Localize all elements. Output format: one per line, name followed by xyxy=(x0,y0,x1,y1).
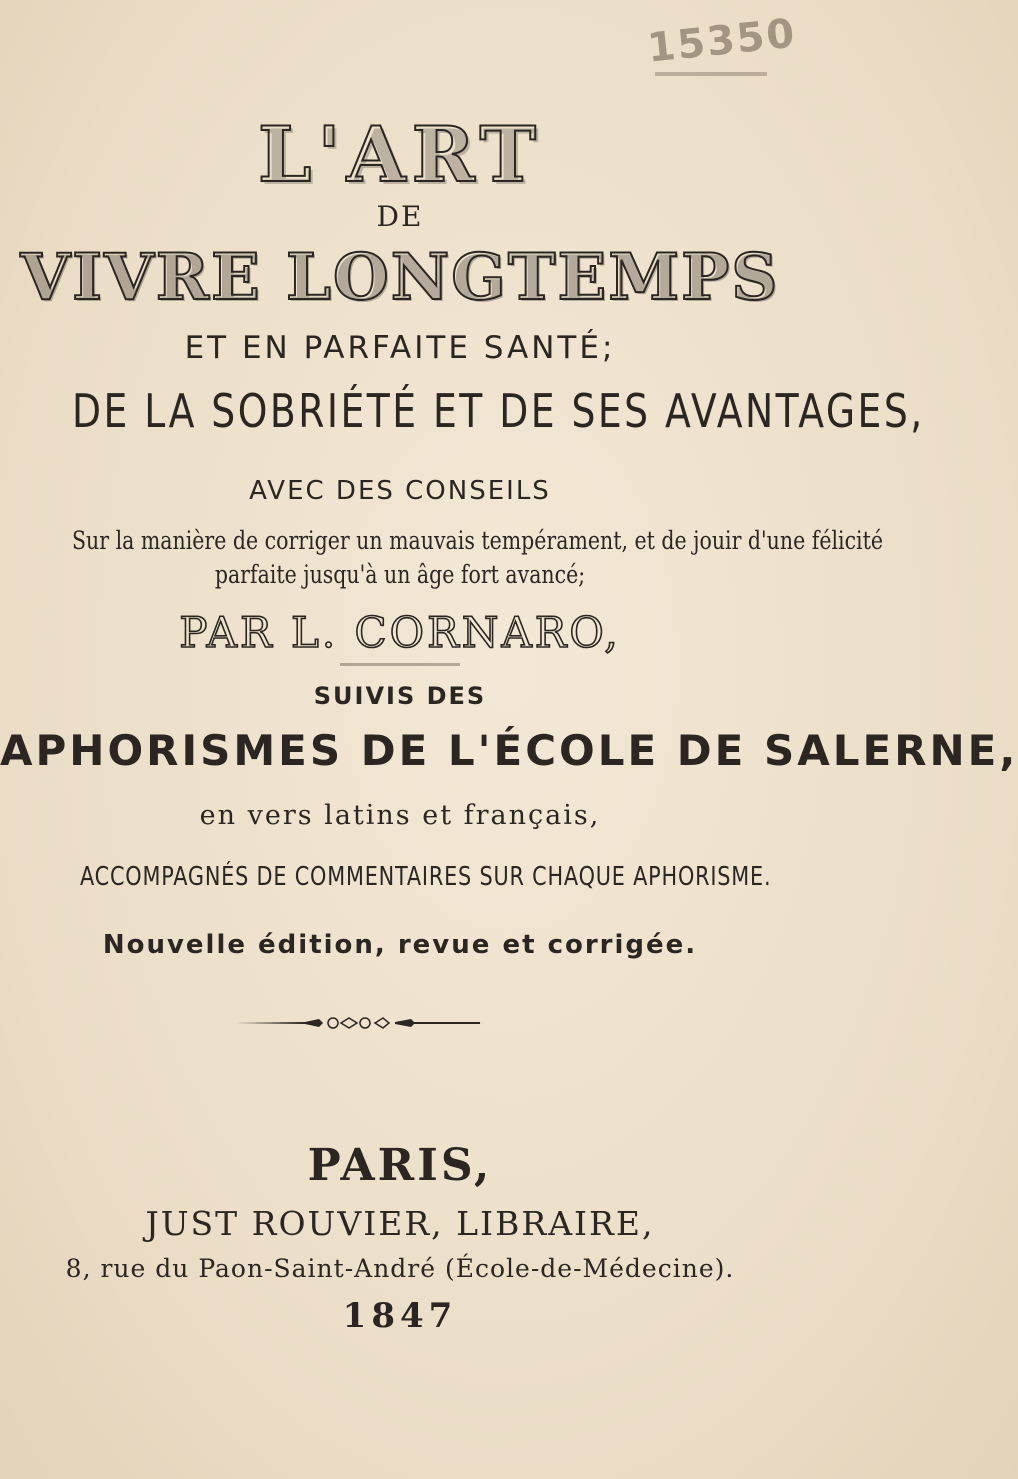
suivis-des: SUIVIS DES xyxy=(313,682,487,710)
subtitle-line-1: Sur la manière de corriger un mauvais tempérament, et de jouir d'une félicité xyxy=(72,526,883,555)
accompagnes-line: ACCOMPAGNÉS DE COMMENTAIRES SUR CHAQUE APHORISME. xyxy=(80,862,772,892)
subtitle-avec-conseils: AVEC DES CONSEILS xyxy=(249,476,551,506)
subtitle-line-2: parfaite jusqu'à un âge fort avancé; xyxy=(214,560,586,589)
title-art: L'ART xyxy=(257,110,543,199)
library-stamp: 15350 xyxy=(645,10,799,72)
aphorismes-title: APHORISMES DE L'ÉCOLE DE SALERNE, xyxy=(0,726,1018,775)
ornament-divider xyxy=(235,1014,495,1032)
title-sobriete: DE LA SOBRIÉTÉ ET DE SES AVANTAGES, xyxy=(72,384,925,438)
stamp-underline xyxy=(655,72,767,76)
small-flourish-divider xyxy=(340,663,460,666)
author-line: PAR L. CORNARO, xyxy=(179,608,621,657)
edition-note: Nouvelle édition, revue et corrigée. xyxy=(102,930,698,960)
imprint-year: 1847 xyxy=(342,1296,458,1336)
title-de: DE xyxy=(376,200,424,233)
en-vers-line: en vers latins et français, xyxy=(199,800,601,831)
title-parfaite-sante: ET EN PARFAITE SANTÉ; xyxy=(184,330,616,366)
imprint-publisher: JUST ROUVIER, LIBRAIRE, xyxy=(145,1204,655,1243)
imprint-city: PARIS, xyxy=(307,1140,493,1191)
imprint-address: 8, rue du Paon-Saint-André (École-de-Médecine). xyxy=(65,1254,735,1283)
title-vivre-longtemps: VIVRE LONGTEMPS xyxy=(20,240,780,315)
